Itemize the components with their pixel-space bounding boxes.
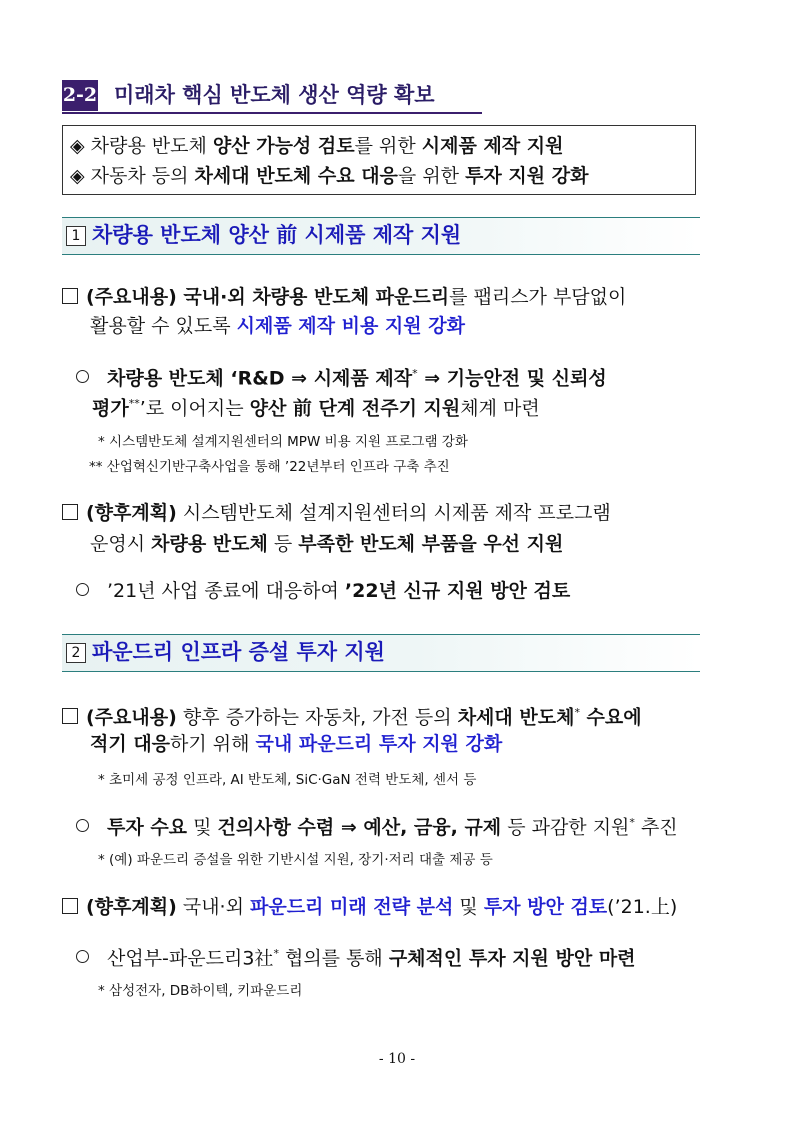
paragraph-main-content-1: [62, 284, 626, 310]
bullet-text: 산업부-파운드리3社: [107, 947, 274, 970]
paragraph-head: (향후계획): [86, 896, 177, 918]
bullet-item-1-line2: [92, 391, 540, 421]
paragraph-highlight: 국내 파운드리 투자 지원 강화: [255, 733, 503, 755]
paragraph-bold: 적기 대응: [90, 733, 171, 755]
section-number: 2-2: [62, 80, 98, 111]
subheading-title: 차량용 반도체 양산 前 시제품 제작 지원: [92, 223, 462, 247]
bullet-text: 등 과감한 지원: [501, 816, 630, 839]
footnote-mark: *: [273, 947, 279, 960]
paragraph-highlight: 파운드리 미래 전략 분석: [249, 896, 454, 918]
bullet-bold: 건의사항 수렴 ⇒ 예산, 금융, 규제: [217, 816, 502, 839]
bullet-item-3: [76, 810, 678, 840]
summary-bold: 시제품 제작 지원: [421, 135, 564, 157]
subheading-title: 파운드리 인프라 증설 투자 지원: [92, 640, 385, 664]
paragraph-head: (향후계획): [86, 502, 177, 524]
bullet-item-1: [76, 361, 607, 391]
paragraph-text: 국내·외: [176, 896, 250, 918]
paragraph-text: (’21.上): [607, 896, 678, 918]
bullet-text: ’21년 사업 종료에 대응하여: [107, 580, 345, 602]
paragraph-bold: 차량용 반도체 파운드리: [252, 286, 450, 308]
bullet-text: 및: [187, 816, 218, 839]
checkbox-square-icon: [62, 898, 78, 914]
paragraph-head: (주요내용): [86, 706, 177, 729]
paragraph-text: 등: [267, 533, 299, 555]
bullet-bold: 구체적인 투자 지원 방안 마련: [388, 947, 636, 970]
circle-bullet-icon: [76, 370, 89, 383]
summary-text: 를 위한: [354, 135, 422, 157]
footnote-mark: *: [574, 706, 580, 719]
summary-text: 을 위한: [397, 165, 466, 187]
summary-line-2: [70, 163, 588, 189]
paragraph-text: 국내·외: [176, 286, 253, 308]
paragraph-text: 시스템반도체 설계지원센터의 시제품 제작 프로그램: [176, 502, 611, 524]
footnote-mark: **: [128, 397, 140, 410]
paragraph-text: 를 팹리스가 부담없이: [449, 286, 627, 308]
page-number: - 10 -: [378, 1051, 416, 1067]
footnote: ** 산업혁신기반구축사업을 통해 ’22년부터 인프라 구축 추진: [89, 459, 450, 475]
bullet-text: ’로 이어지는: [139, 397, 250, 420]
diamond-icon: ◈: [70, 165, 85, 187]
bullet-item-2: [76, 578, 570, 604]
checkbox-square-icon: [62, 708, 78, 724]
paragraph-text: 및: [453, 896, 484, 918]
summary-line-1: [70, 133, 563, 159]
paragraph-text: 운영시: [90, 533, 152, 555]
paragraph-bold: 차세대 반도체: [457, 706, 575, 729]
bullet-item-4: [76, 941, 636, 971]
bullet-text: 체계 마련: [460, 397, 540, 420]
paragraph-text: 향후 증가하는 자동차, 가전 등의: [176, 706, 458, 729]
paragraph-bold: 부족한 반도체 부품을 우선 지원: [298, 533, 564, 555]
bullet-bold: 양산 前 단계 전주기 지원: [249, 397, 461, 420]
summary-bold: 차세대 반도체 수요 대응: [194, 165, 398, 187]
subheading-2: [62, 634, 700, 672]
footnote: * (예) 파운드리 증설을 위한 기반시설 지원, 장기·저리 대출 제공 등: [98, 852, 493, 868]
subheading-1: [62, 217, 700, 255]
paragraph-bold: 수요에: [579, 706, 642, 729]
checkbox-square-icon: [62, 288, 78, 304]
footnote-mark: *: [629, 816, 635, 829]
paragraph-highlight: 투자 방안 검토: [483, 896, 608, 918]
checkbox-square-icon: [62, 504, 78, 520]
paragraph-main-content-2-line2: [90, 731, 502, 757]
bullet-bold: 차량용 반도체 ‘R&D ⇒ 시제품 제작: [107, 367, 413, 390]
paragraph-future-plan-1-line2: [90, 531, 563, 557]
bullet-bold: 평가: [92, 397, 129, 420]
paragraph-text: 활용할 수 있도록: [90, 315, 237, 337]
summary-bold: 양산 가능성 검토: [212, 135, 355, 157]
paragraph-head: (주요내용): [86, 286, 177, 308]
footnote: * 초미세 공정 인프라, AI 반도체, SiC·GaN 전력 반도체, 센서 등: [98, 772, 477, 788]
section-underline: [62, 112, 482, 114]
diamond-icon: ◈: [70, 135, 85, 157]
circle-bullet-icon: [76, 583, 89, 596]
bullet-text: 추진: [634, 816, 678, 839]
footnote-mark: *: [412, 367, 418, 380]
paragraph-text: 하기 위해: [170, 733, 256, 755]
subheading-number: 2: [66, 643, 86, 663]
bullet-bold: 투자 수요: [107, 816, 188, 839]
paragraph-future-plan-1: [62, 500, 611, 526]
bullet-text: 협의를 통해: [278, 947, 389, 970]
summary-text: 차량용 반도체: [90, 135, 213, 157]
paragraph-bold: 차량용 반도체: [151, 533, 268, 555]
paragraph-main-content-1-line2: [90, 313, 465, 339]
subheading-number: 1: [66, 226, 86, 246]
paragraph-main-content-2: [62, 700, 642, 730]
footnote: * 삼성전자, DB하이텍, 키파운드리: [98, 983, 303, 999]
paragraph-highlight: 시제품 제작 비용 지원 강화: [236, 315, 465, 337]
paragraph-future-plan-2: [62, 894, 677, 920]
circle-bullet-icon: [76, 819, 89, 832]
bullet-bold: ⇒ 기능안전 및 신뢰성: [417, 367, 607, 390]
section-title: 미래차 핵심 반도체 생산 역량 확보: [114, 83, 435, 107]
summary-bold: 투자 지원 강화: [465, 165, 589, 187]
bullet-bold: ’22년 신규 지원 방안 검토: [344, 580, 571, 602]
summary-text: 자동차 등의: [90, 165, 195, 187]
footnote: * 시스템반도체 설계지원센터의 MPW 비용 지원 프로그램 강화: [98, 434, 468, 450]
circle-bullet-icon: [76, 950, 89, 963]
